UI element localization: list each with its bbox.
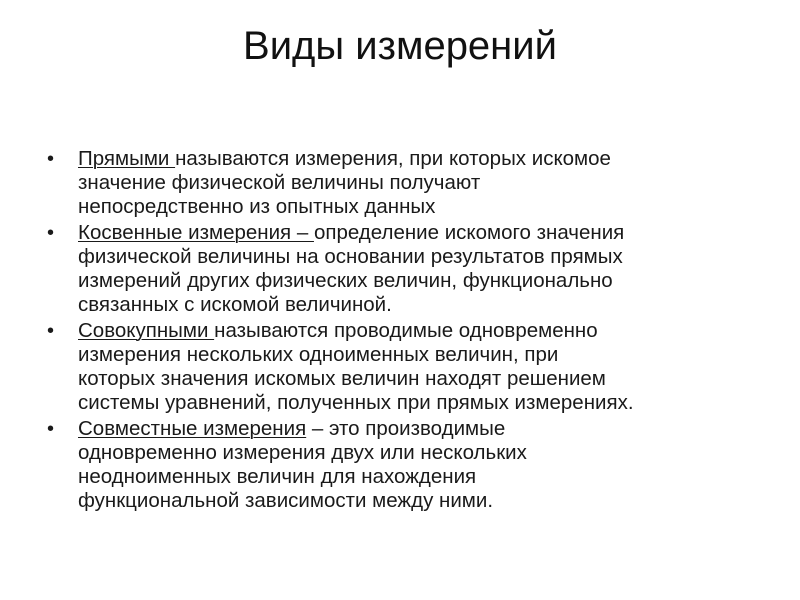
list-item-line xyxy=(78,221,767,245)
list-item-line xyxy=(78,147,767,171)
list-item-indirect xyxy=(47,221,767,317)
definition-text: называются измерения, при которых искомое xyxy=(175,147,611,170)
list-item-joint xyxy=(47,417,767,513)
term-direct: Прямыми xyxy=(78,147,176,170)
definition-text: измерений других физических величин, функционально xyxy=(78,269,613,292)
definition-text: значение физической величины получают xyxy=(78,171,481,194)
term-aggregate: Совокупными xyxy=(78,319,215,342)
slide-title: Виды измерений xyxy=(243,24,557,68)
definition-text: физической величины на основании результатов прямых xyxy=(78,245,623,268)
definition-text: измерения нескольких одноименных величин, при xyxy=(78,343,559,366)
definition-text: – это производимые xyxy=(306,417,506,440)
bullet-icon: • xyxy=(47,320,55,342)
definition-text: непосредственно из опытных данных xyxy=(78,195,436,218)
definition-text: функциональной зависимости между ними. xyxy=(78,489,494,512)
list-item-line xyxy=(78,417,767,441)
bullet-icon: • xyxy=(47,222,55,244)
definition-text: системы уравнений, полученных при прямых измерениях. xyxy=(78,391,634,414)
definition-text: которых значения искомых величин находят решением xyxy=(78,367,606,390)
definition-text: одновременно измерения двух или нескольких xyxy=(78,441,527,464)
definition-text: неодноименных величин для нахождения xyxy=(78,465,477,488)
list-item-line xyxy=(78,319,767,343)
definition-text: определение искомого значения xyxy=(313,221,625,244)
definitions-list xyxy=(47,147,767,515)
definition-text: называются проводимые одновременно xyxy=(214,319,598,342)
term-joint: Совместные измерения xyxy=(78,417,307,440)
list-item-direct xyxy=(47,147,767,219)
definition-text: связанных с искомой величиной. xyxy=(78,293,392,316)
bullet-icon: • xyxy=(47,418,55,440)
bullet-icon: • xyxy=(47,148,55,170)
term-indirect: Косвенные измерения – xyxy=(78,221,314,244)
list-item-aggregate xyxy=(47,319,767,415)
